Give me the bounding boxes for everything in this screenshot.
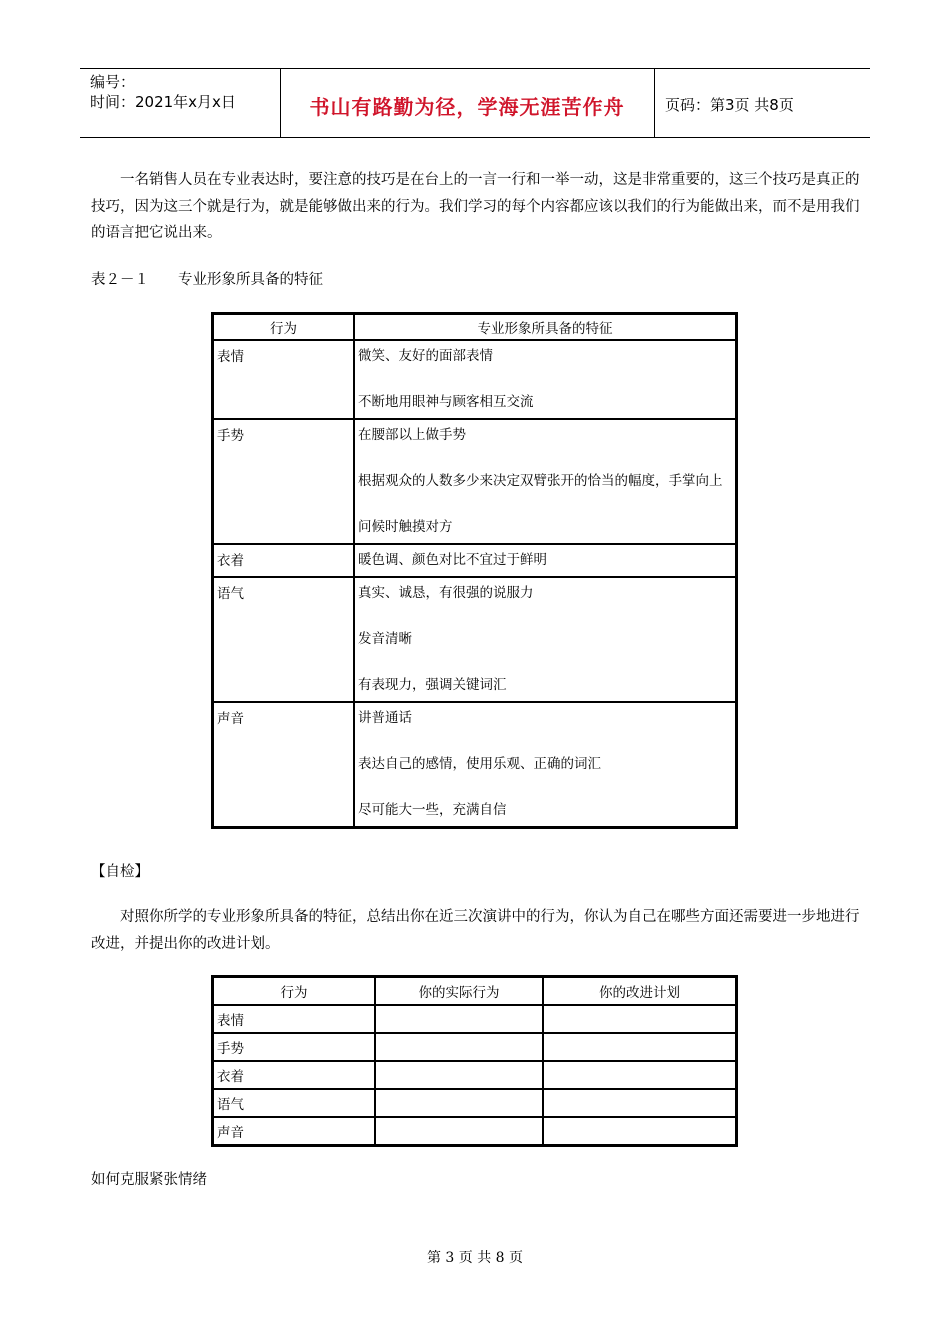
behavior-cell: 表情 [213,1005,375,1033]
table-row [213,1089,736,1117]
behavior-cell: 衣着 [213,544,354,577]
self-check-heading: 【自检】 [91,864,149,880]
self-check-paragraph [91,904,861,957]
table-row [213,1005,736,1033]
motto: 书山有路勤为径，学海无涯苦作舟 [309,95,625,119]
table1-caption: 表２－１ 专业形象所具备的特征 [91,272,323,288]
trait-line: 暖色调、颜色对比不宜过于鲜明 [358,552,547,568]
header-motto-cell [280,69,655,137]
table-row [213,1117,736,1145]
improvement-plan-cell[interactable] [543,1033,736,1061]
behavior-cell: 声音 [213,702,354,827]
document-number: 编号： [90,73,136,91]
table-row [213,544,736,577]
traits-cell [354,419,736,544]
traits-table-header-row [213,314,736,340]
traits-cell [354,577,736,702]
behavior-cell: 语气 [213,577,354,702]
traits-cell [354,340,736,419]
table-row [213,702,736,827]
trait-line [358,605,732,628]
closing-heading: 如何克服紧张情绪 [91,1172,207,1188]
trait-line: 真实、诚恳，有很强的说服力 [358,585,534,601]
actual-behavior-cell[interactable] [375,1117,543,1145]
actual-behavior-cell[interactable] [375,1005,543,1033]
trait-line: 不断地用眼神与顾客相互交流 [358,394,534,410]
behavior-cell: 衣着 [213,1061,375,1089]
self-check-text: 对照你所学的专业形象所具备的特征，总结出你在近三次演讲中的行为，你认为自己在哪些方面还需要进一步地进行改进，并提出你的改进计划。 [91,909,860,952]
column-header: 专业形象所具备的特征 [354,314,736,340]
trait-line: 问候时触摸对方 [358,519,453,535]
behavior-cell: 声音 [213,1117,375,1145]
behavior-cell: 语气 [213,1089,375,1117]
trait-line: 在腰部以上做手势 [358,427,466,443]
trait-line: 尽可能大一些，充满自信 [358,802,507,818]
page-indicator: 页码：第3页 共8页 [665,96,794,114]
page-footer: 第 3 页 共 8 页 [426,1250,524,1266]
improvement-plan-cell[interactable] [543,1089,736,1117]
traits-table [211,312,738,829]
intro-paragraph [91,167,861,247]
actual-behavior-cell[interactable] [375,1089,543,1117]
trait-line: 有表现力，强调关键词汇 [358,677,507,693]
trait-line [358,776,732,799]
header-page-cell [655,69,870,137]
header-info-cell [80,69,281,137]
traits-cell [354,544,736,577]
trait-line [358,493,732,516]
actual-behavior-cell[interactable] [375,1033,543,1061]
trait-line [358,368,732,391]
behavior-cell: 手势 [213,419,354,544]
improvement-plan-cell[interactable] [543,1005,736,1033]
table-row [213,419,736,544]
page-header [80,68,870,138]
trait-line: 发音清晰 [358,631,412,647]
trait-line [358,651,732,674]
intro-text: 一名销售人员在专业表达时，要注意的技巧是在台上的一言一行和一举一动，这是非常重要的，这三个技巧是真正的技巧，因为这三个就是行为，就是能够做出来的行为。我们学习的每个内容都应该以我们的行为能做出来，而不是用我们的语言把它说出来。 [91,172,860,241]
trait-line: 表达自己的感情，使用乐观、正确的词汇 [358,756,601,772]
behavior-cell: 表情 [213,340,354,419]
plan-table-header-row [213,977,736,1005]
trait-line: 微笑、友好的面部表情 [358,348,493,364]
trait-line: 根据观众的人数多少来决定双臂张开的恰当的幅度，手掌向上 [358,473,723,489]
table-row [213,340,736,419]
improvement-plan-cell[interactable] [543,1061,736,1089]
trait-line: 讲普通话 [358,710,412,726]
improvement-plan-cell[interactable] [543,1117,736,1145]
trait-line [358,730,732,753]
traits-cell [354,702,736,827]
table-row [213,1061,736,1089]
column-header: 行为 [213,977,375,1005]
table-row [213,577,736,702]
column-header: 你的改进计划 [543,977,736,1005]
table-row [213,1033,736,1061]
improvement-plan-table [211,975,738,1147]
actual-behavior-cell[interactable] [375,1061,543,1089]
trait-line [358,447,732,470]
document-time: 时间：2021年x月x日 [90,93,236,111]
column-header: 你的实际行为 [375,977,543,1005]
column-header: 行为 [213,314,354,340]
behavior-cell: 手势 [213,1033,375,1061]
